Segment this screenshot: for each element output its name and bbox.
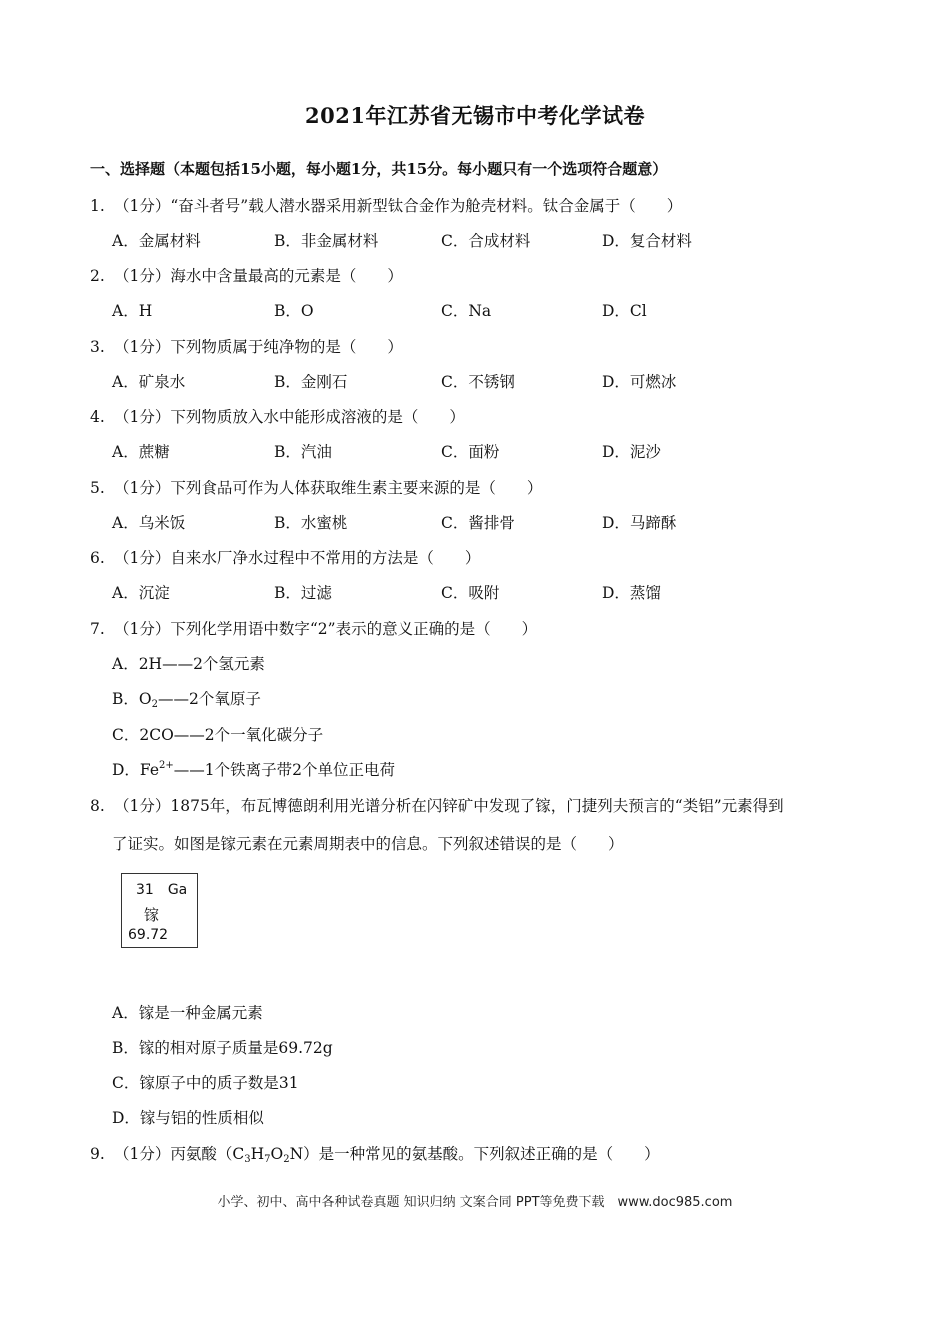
option-a: A．沉淀 [112, 584, 170, 602]
option-b: B．过滤 [274, 584, 332, 602]
option-b: B．金刚石 [274, 373, 348, 391]
atomic-mass: 69.72 [128, 927, 169, 943]
option-d: D．$Fe^{2+}——1$个铁离子带2个单位正电荷 [112, 760, 395, 779]
option-d: D．泥沙 [602, 443, 661, 461]
exam-title: 2021年江苏省无锡市中考化学试卷 [305, 103, 645, 128]
option-c: C．合成材料 [441, 232, 531, 250]
option-a: A．蔗糖 [112, 443, 170, 461]
option-a: A．2H——2个氢元素 [112, 655, 265, 673]
option-d: D．镓与铝的性质相似 [112, 1109, 264, 1127]
option-b: B．镓的相对原子质量是69.72g [112, 1039, 333, 1057]
question-1: 1. （1分）“奋斗者号”载人潜水器采用新型钛合金作为舱壳材料。钛合金属于（ ） [90, 197, 683, 215]
option-b: B．水蜜桃 [274, 514, 348, 532]
question-4: 4. （1分）下列物质放入水中能形成溶液的是（ ） [90, 408, 465, 426]
option-a: A．金属材料 [112, 232, 201, 250]
element-name: 镓 [144, 906, 160, 924]
question-3: 3. （1分）下列物质属于纯净物的是（ ） [90, 338, 403, 356]
option-b: B．汽油 [274, 443, 332, 461]
option-d: D．可燃冰 [602, 373, 677, 391]
option-b: B．O [274, 302, 314, 320]
option-c: C．Na [441, 302, 492, 320]
option-d: D．马蹄酥 [602, 514, 677, 532]
question-6: 6. （1分）自来水厂净水过程中不常用的方法是（ ） [90, 549, 481, 567]
atomic-number: 31 [136, 882, 154, 898]
option-c: C．不锈钢 [441, 373, 515, 391]
question-8-continued: 了证实。如图是镓元素在元素周期表中的信息。下列叙述错误的是（ ） [112, 835, 624, 853]
question-5: 5. （1分）下列食品可作为人体获取维生素主要来源的是（ ） [90, 479, 543, 497]
option-d: D．Cl [602, 302, 647, 320]
option-b: B．非金属材料 [274, 232, 379, 250]
option-c: C．镓原子中的质子数是31 [112, 1074, 299, 1092]
option-a: A．H [112, 302, 153, 320]
page-footer: 小学、初中、高中各种试卷真题 知识归纳 文案合同 PPT等免费下载 www.doc985.com [217, 1195, 733, 1210]
option-d: D．蒸馏 [602, 584, 661, 602]
option-d: D．复合材料 [602, 232, 692, 250]
element-card-gallium [121, 873, 198, 948]
element-symbol: Ga [167, 882, 188, 898]
option-a: A．矿泉水 [112, 373, 186, 391]
question-7: 7. （1分）下列化学用语中数字“2”表示的意义正确的是（ ） [90, 620, 538, 638]
section-heading: 一、选择题（本题包括15小题，每小题1分，共15分。每小题只有一个选项符合题意） [90, 160, 668, 178]
question-8: 8. （1分）1875年，布瓦博德朗利用光谱分析在闪锌矿中发现了镓，门捷列夫预言的“类铝”元素得到 [90, 797, 784, 815]
option-c: C．面粉 [441, 443, 500, 461]
question-2: 2. （1分）海水中含量最高的元素是（ ） [90, 267, 403, 285]
option-c: C．酱排骨 [441, 514, 515, 532]
option-a: A．镓是一种金属元素 [112, 1004, 263, 1022]
option-a: A．乌米饭 [112, 514, 186, 532]
option-c: C．吸附 [441, 584, 500, 602]
question-9: 9. （1分）丙氨酸$(C_3H_7O_2N)$是一种常见的氨基酸。下列叙述正确的是（ ） [90, 1145, 660, 1165]
option-c: C．2CO——2个一氧化碳分子 [112, 726, 324, 744]
option-b: B．$O_2——2$个氧原子 [112, 690, 261, 710]
